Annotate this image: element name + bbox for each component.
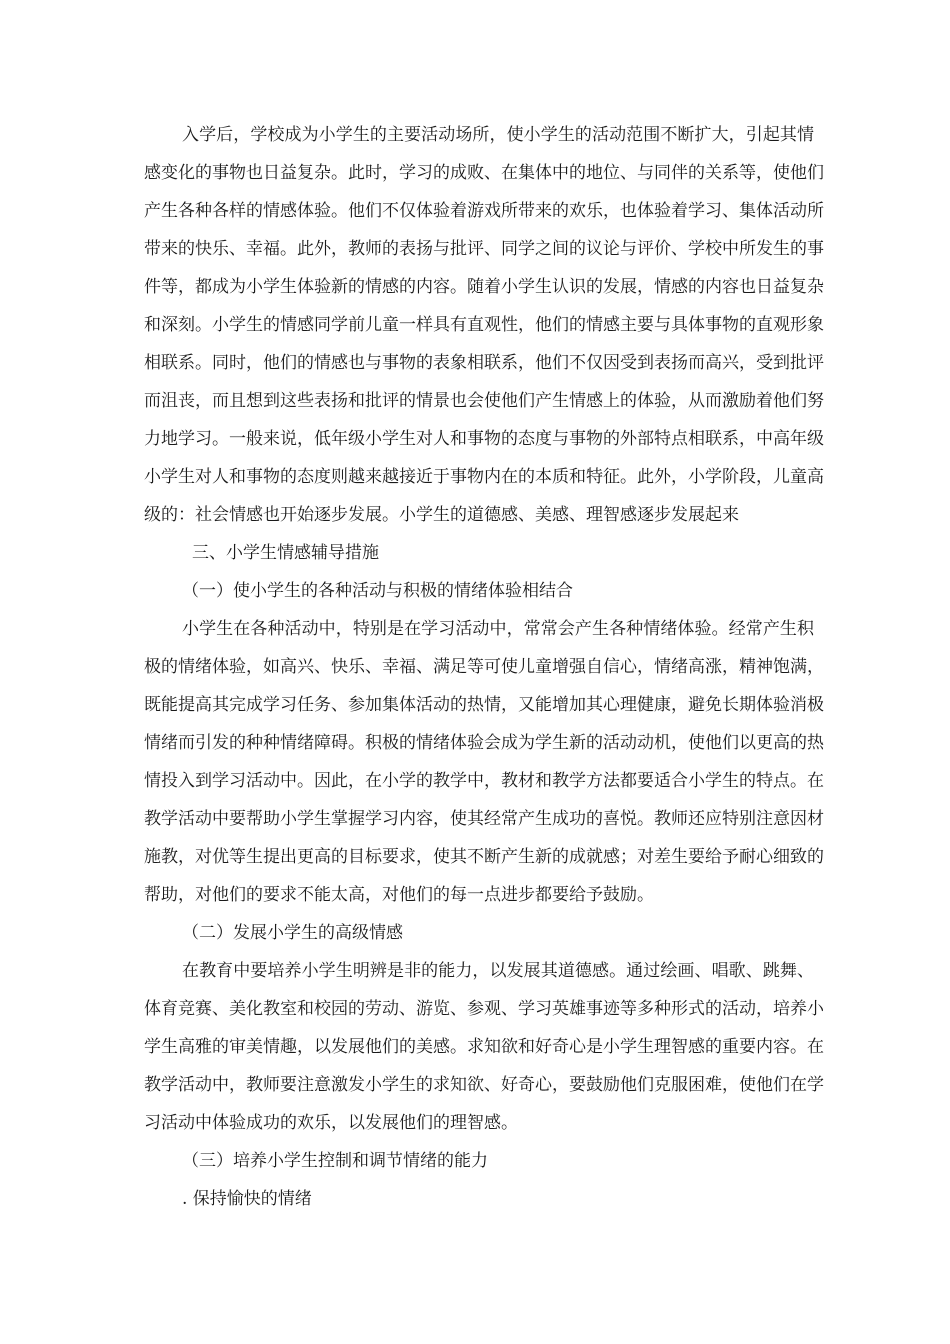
paragraph-line: 力地学习。一般来说，低年级小学生对人和事物的态度与事物的外部特点相联系，中高年级 bbox=[144, 429, 824, 449]
paragraph-line: 教学活动中要帮助小学生掌握学习内容，使其经常产生成功的喜悦。教师还应特别注意因材 bbox=[144, 809, 824, 829]
paragraph-line: 情绪而引发的种种情绪障碍。积极的情绪体验会成为学生新的活动动机，使他们以更高的热 bbox=[144, 733, 824, 753]
paragraph-line: 感变化的事物也日益复杂。此时，学习的成败、在集体中的地位、与同伴的关系等，使他们 bbox=[144, 163, 824, 183]
paragraph-line: 帮助，对他们的要求不能太高，对他们的每一点进步都要给予鼓励。 bbox=[144, 885, 654, 905]
paragraph-line: 和深刻。小学生的情感同学前儿童一样具有直观性，他们的情感主要与具体事物的直观形象 bbox=[144, 315, 824, 335]
paragraph-line: 学生高雅的审美情趣，以发展他们的美感。求知欲和好奇心是小学生理智感的重要内容。在 bbox=[144, 1037, 824, 1057]
paragraph-line: 入学后，学校成为小学生的主要活动场所，使小学生的活动范围不断扩大，引起其情 bbox=[182, 125, 814, 145]
paragraph-line: 相联系。同时，他们的情感也与事物的表象相联系，他们不仅因受到表扬而高兴，受到批评 bbox=[144, 353, 824, 373]
paragraph-line: 小学生在各种活动中，特别是在学习活动中，常常会产生各种情绪体验。经常产生积 bbox=[182, 619, 814, 639]
paragraph-line: 在教育中要培养小学生明辨是非的能力，以发展其道德感。通过绘画、唱歌、跳舞、 bbox=[182, 961, 814, 981]
section-heading: 三、小学生情感辅导措施 bbox=[192, 543, 379, 563]
paragraph-line: 既能提高其完成学习任务、参加集体活动的热情，又能增加其心理健康，避免长期体验消极 bbox=[144, 695, 824, 715]
paragraph-line: 施教，对优等生提出更高的目标要求，使其不断产生新的成就感；对差生要给予耐心细致的 bbox=[144, 847, 824, 867]
paragraph-line: 情投入到学习活动中。因此，在小学的教学中，教材和教学方法都要适合小学生的特点。在 bbox=[144, 771, 824, 791]
paragraph-line: 体育竞赛、美化教室和校园的劳动、游览、参观、学习英雄事迹等多种形式的活动，培养小 bbox=[144, 999, 824, 1019]
subsection-heading: （三）培养小学生控制和调节情绪的能力 bbox=[182, 1151, 488, 1171]
subsection-heading: （一）使小学生的各种活动与积极的情绪体验相结合 bbox=[182, 581, 573, 601]
paragraph-line: 教学活动中，教师要注意激发小学生的求知欲、好奇心，要鼓励他们克服困难，使他们在学 bbox=[144, 1075, 824, 1095]
paragraph-line: 件等，都成为小学生体验新的情感的内容。随着小学生认识的发展，情感的内容也日益复杂 bbox=[144, 277, 824, 297]
paragraph-line: 产生各种各样的情感体验。他们不仅体验着游戏所带来的欢乐，也体验着学习、集体活动所 bbox=[144, 201, 824, 221]
paragraph-line: 习活动中体验成功的欢乐，以发展他们的理智感。 bbox=[144, 1113, 518, 1133]
list-item: . 保持愉快的情绪 bbox=[182, 1189, 312, 1209]
subsection-heading: （二）发展小学生的高级情感 bbox=[182, 923, 403, 943]
paragraph-line: 级的：社会情感也开始逐步发展。小学生的道德感、美感、理智感逐步发展起来 bbox=[144, 505, 739, 525]
paragraph-line: 而沮丧，而且想到这些表扬和批评的情景也会使他们产生情感上的体验，从而激励着他们努 bbox=[144, 391, 824, 411]
paragraph-line: 带来的快乐、幸福。此外，教师的表扬与批评、同学之间的议论与评价、学校中所发生的事 bbox=[144, 239, 824, 259]
paragraph-line: 极的情绪体验，如高兴、快乐、幸福、满足等可使儿童增强自信心，情绪高涨，精神饱满， bbox=[144, 657, 824, 677]
paragraph-line: 小学生对人和事物的态度则越来越接近于事物内在的本质和特征。此外，小学阶段，儿童高 bbox=[144, 467, 824, 487]
